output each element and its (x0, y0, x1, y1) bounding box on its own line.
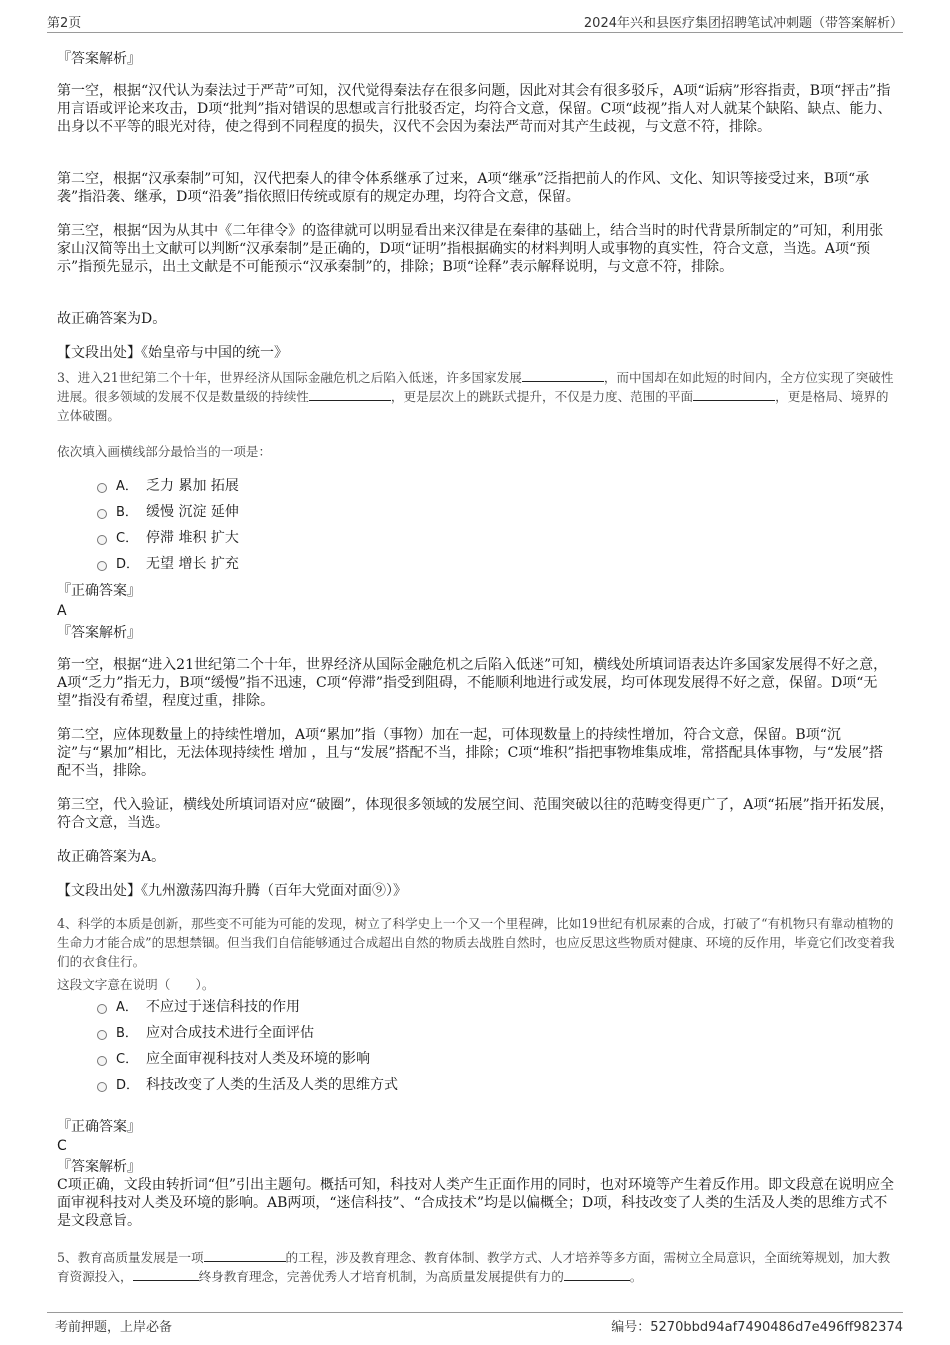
option-d[interactable]: D． 科技改变了人类的生活及人类的思维方式 (97, 1075, 398, 1095)
option-c[interactable]: C． 停滞 堆积 扩大 (97, 528, 239, 548)
option-d[interactable]: D． 无望 增长 扩充 (97, 554, 239, 574)
option-c[interactable]: C． 应全面审视科技对人类及环境的影响 (97, 1049, 370, 1069)
radio-icon[interactable] (97, 509, 107, 519)
conclusion: 故正确答案为D。 (57, 311, 167, 327)
analysis-paragraph: C项正确，文段由转折词“但”引出主题句。概括可知，科技对人类产生正面作用的同时，也对环境等产生着反作用。即文段意在说明应全面审视科技对人类及环境的影响。AB两项，“迷信科技”、“合成技术”均是以偏概全；D项，科技改变了人类的生活及人类的思维方式不是文段意旨。 (57, 1177, 895, 1229)
radio-icon[interactable] (97, 535, 107, 545)
radio-icon[interactable] (97, 1004, 107, 1014)
option-b[interactable]: B． 缓慢 沉淀 延伸 (97, 502, 239, 522)
correct-answer-label: 『正确答案』 (57, 583, 141, 599)
footer-slogan: 考前押题，上岸必备 (55, 1320, 173, 1335)
radio-icon[interactable] (97, 1082, 107, 1092)
radio-icon[interactable] (97, 1056, 107, 1066)
radio-icon[interactable] (97, 561, 107, 571)
correct-answer: A (57, 603, 67, 619)
fill-blank (309, 388, 391, 401)
conclusion: 故正确答案为A。 (57, 849, 166, 865)
analysis-paragraph: 第二空，应体现数量上的持续性增加，A项“累加”指（事物）加在一起，可体现数量上的持续性增加，符合文意，保留。B项“沉淀”与“累加”相比，无法体现持续性 增加 ，且与“发展”搭配不当，排除；C项“堆积”指把事物堆集成堆，常搭配具体事物，与“发展”搭配不当，排除。 (57, 727, 884, 779)
question-stem: 4、科学的本质是创新，那些变不可能为可能的发现，树立了科学史上一个又一个里程碑，比如19世纪有机尿素的合成，打破了“有机物只有靠动植物的生命力才能合成”的思想禁锢。但当我们自信能够通过合成超出自然的物质去战胜自然时，也应反思这些物质对健康、环境的反作用，毕竟它们改变着我们的衣食住行。 (57, 916, 895, 969)
page-number: 第2页 (47, 16, 82, 31)
analysis-label: 『答案解析』 (57, 1159, 141, 1175)
source-citation: 【文段出处】《九州激荡四海升腾（百年大党面对面⑨）》 (57, 883, 407, 899)
question-prompt: 这段文字意在说明（ ）。 (57, 977, 215, 992)
radio-icon[interactable] (97, 483, 107, 493)
correct-answer: C (57, 1138, 67, 1154)
page-footer (47, 1312, 903, 1335)
analysis-paragraph: 第一空，根据“进入21世纪第二个十年，世界经济从国际金融危机之后陷入低迷”可知，横线处所填词语表达许多国家发展得不好之意，A项“乏力”指无力，B项“缓慢”指不迅速，C项“停滞”指受到阻碍，不能顺利地进行或发展，均可体现发展得不好之意，保留。D项“无望”指没有希望，程度过重，排除。 (57, 657, 888, 709)
analysis-paragraph: 第三空，根据“因为从其中《二年律令》的盗律就可以明显看出来汉律是在秦律的基础上，结合当时的时代背景所制定的”可知，利用张家山汉简等出土文献可以判断“汉承秦制”是正确的，D项“证明”指根据确实的材料判明人或事物的真实性，符合文意，当选。A项“预示”指预先显示，出土文献是不可能预示“汉承秦制”的，排除；B项“诠释”表示解释说明，与文意不符，排除。 (57, 223, 884, 275)
question-prompt: 依次填入画横线部分最恰当的一项是： (57, 444, 272, 459)
analysis-paragraph: 第一空，根据“汉代认为秦法过于严苛”可知，汉代觉得秦法存在很多问题，因此对其会有很多驳斥，A项“诟病”形容指责，B项“抨击”指用言语或评论来攻击，D项“批判”指对错误的思想或言行批驳否定，均符合文意，保留。C项“歧视”指人对人就某个缺陷、缺点、能力、出身以不平等的眼光对待，使之得到不同程度的损失，汉代不会因为秦法严苛而对其产生歧视，与文意不符，排除。 (57, 83, 892, 135)
correct-answer-label: 『正确答案』 (57, 1119, 141, 1135)
question-stem: 3、进入21世纪第二个十年，世界经济从国际金融危机之后陷入低迷，许多国家发展 ，而中国却在如此短的时间内，全方位实现了突破性进展。很多领域的发展不仅是数量级的持续性 ，更是层次上的跳跃式提升，不仅是力度、范围的平面 ，更是格局、境界的立体破圈。 (57, 370, 894, 423)
analysis-paragraph: 第三空，代入验证，横线处所填词语对应“破圈”，体现很多领域的发展空间、范围突破以往的范畴变得更广了，A项“拓展”指开拓发展，符合文意，当选。 (57, 797, 894, 831)
option-a[interactable]: A． 乏力 累加 拓展 (97, 476, 239, 496)
analysis-label: 『答案解析』 (57, 51, 141, 67)
page-header (47, 10, 903, 33)
fill-blank (522, 369, 604, 382)
radio-icon[interactable] (97, 1030, 107, 1040)
analysis-paragraph: 第二空，根据“汉承秦制”可知，汉代把秦人的律令体系继承了过来，A项“继承”泛指把前人的作风、文化、知识等接受过来，B项“承袭”指沿袭、继承，D项“沿袭”指依照旧传统或原有的规定办理，均符合文意，保留。 (57, 171, 870, 205)
source-citation: 【文段出处】《始皇帝与中国的统一》 (57, 345, 288, 361)
question-stem: 5、教育高质量发展是一项 的工程，涉及教育理念、教育体制、教学方式、人才培养等多方面，需树立全局意识，全面统筹规划，加大教育资源投入， 终身教育理念，完善优秀人才培育机制，为高质量发展提供有力的 。 (57, 1250, 891, 1284)
fill-blank (204, 1249, 286, 1262)
document-title: 2024年兴和县医疗集团招聘笔试冲刺题（带答案解析） (583, 16, 903, 31)
option-a[interactable]: A． 不应过于迷信科技的作用 (97, 997, 300, 1017)
fill-blank (564, 1268, 630, 1281)
fill-blank (693, 388, 775, 401)
option-b[interactable]: B． 应对合成技术进行全面评估 (97, 1023, 314, 1043)
document-id: 编号：5270bbd94af7490486d7e496ff982374 (611, 1320, 903, 1335)
analysis-label: 『答案解析』 (57, 625, 141, 641)
fill-blank (133, 1268, 199, 1281)
